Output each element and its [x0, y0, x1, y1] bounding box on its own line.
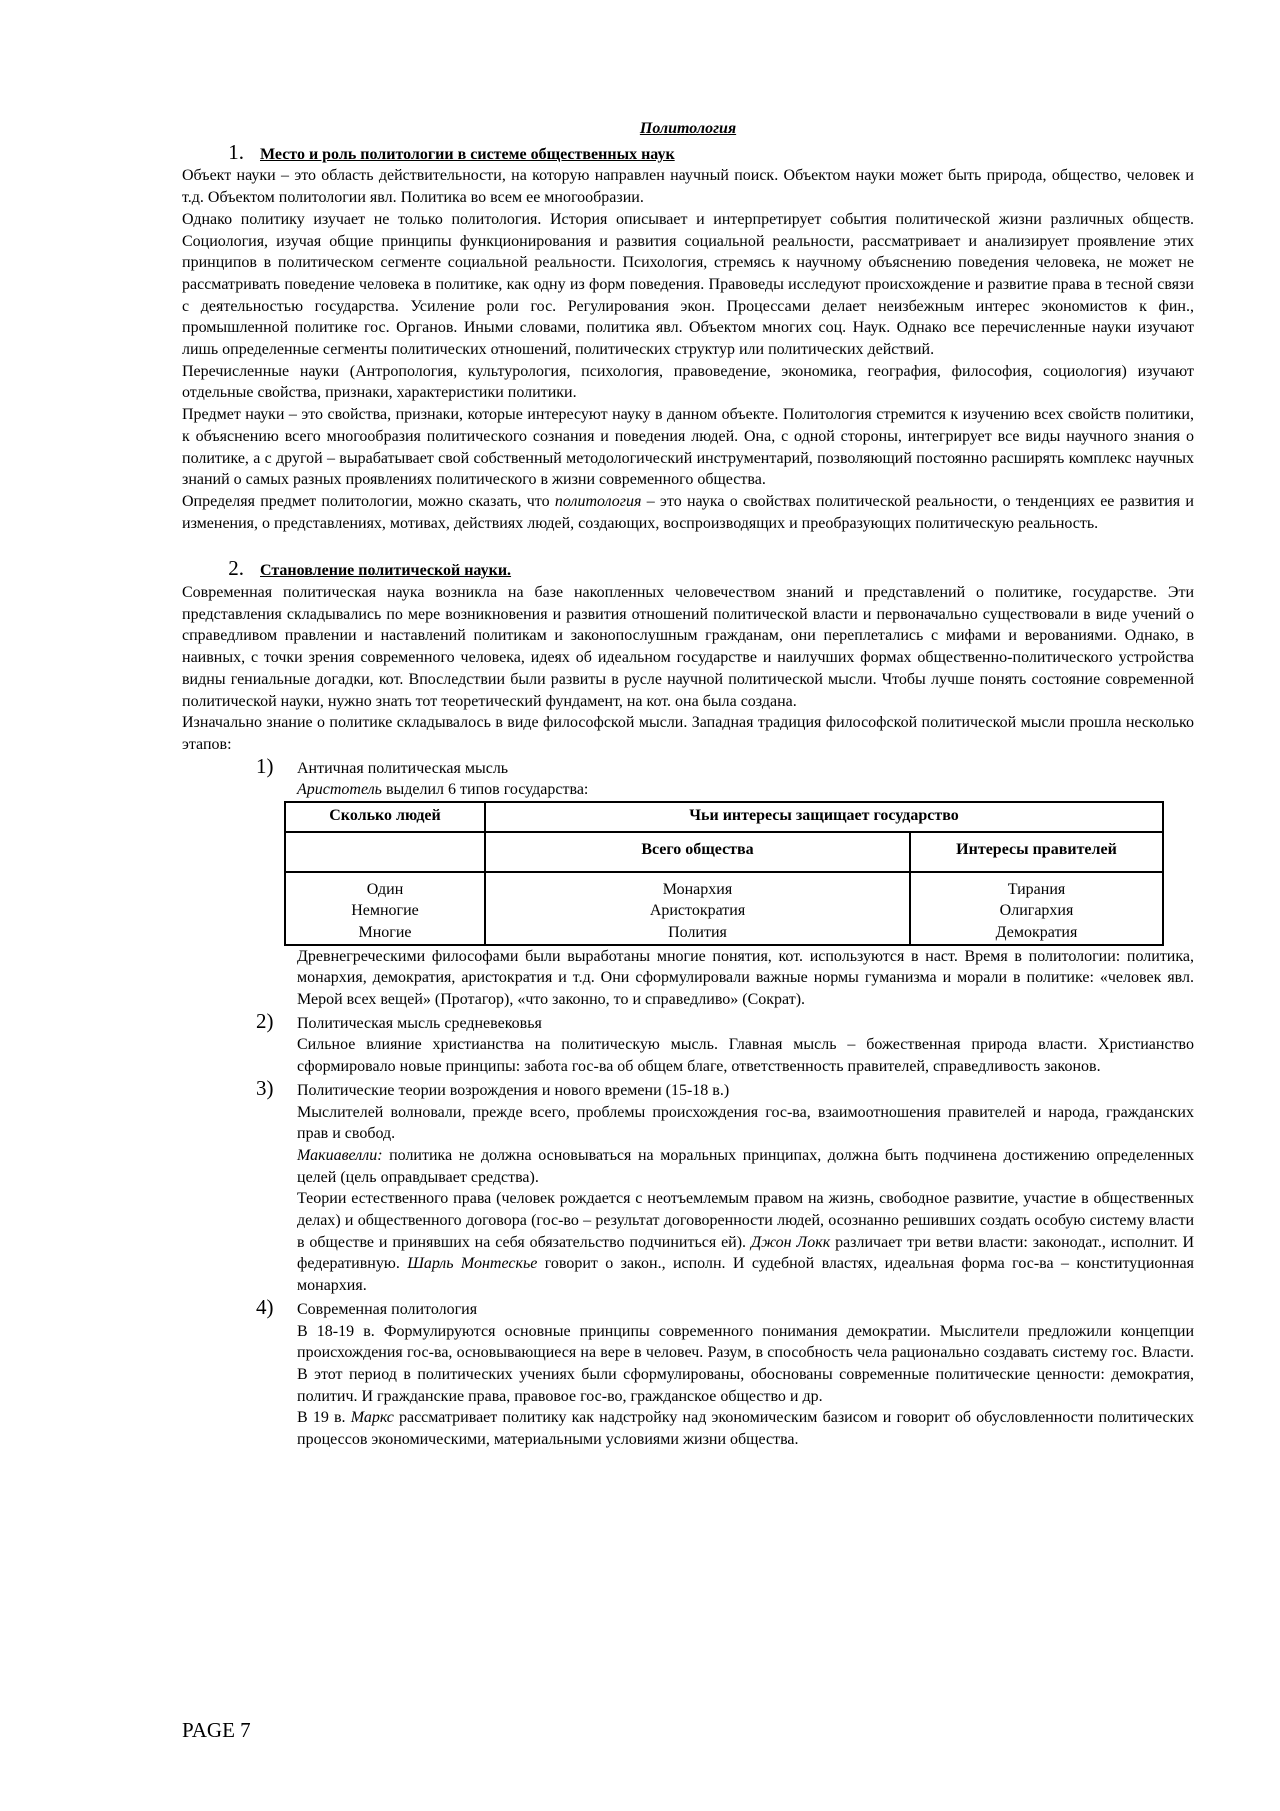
section-2-paragraph-1: Современная политическая наука возникла на базе накопленных человечеством знаний и представлений о политике, государстве. Эти представления складывались по мере возникновения и развития отношений политической власти и первоначально существовали в виде учений о справедливом правлении и наставлений политикам и законопослушным гражданам, они переплетались с мифами и верованиями. Однако, в наивных, с точки зрения современного человека, идеях об идеальном государстве и наилучших формах общественно-политического устройства видны гениальные догадки, кот. Впоследствии были развиты в русле научной политической мысли. Чтобы лучше понять состояние современной политической науки, нужно знать тот теоретический фундамент, на кот. она была создана. [182, 584, 1194, 710]
stage-4-author-marx: Маркс [350, 1409, 394, 1427]
stage-2-number: 2) [256, 1008, 274, 1033]
stage-4-head [182, 1294, 1194, 1321]
section-2-heading [182, 558, 1194, 582]
table-cell-count [285, 872, 485, 945]
stage-3 [256, 1075, 1195, 1297]
state-types-table [284, 801, 1164, 946]
stage-3-text-3-end: говорит о закон., исполн. И судебной властях, идеальная форма гос-ва – конституционная монархия. [297, 1255, 1195, 1295]
stage-4-text-2-rest: рассматривает политику как надстройку над экономическим базисом и говорит об обусловленности политических процессов экономическими, материальными условиями жизни общества. [297, 1409, 1194, 1449]
table-header-row [285, 802, 1163, 832]
table-row-rulers: Олигархия [999, 902, 1074, 920]
stage-1-title: Античная политическая мысль [297, 759, 509, 777]
table-subheader-row [285, 832, 1163, 872]
stage-1-head [182, 753, 1194, 780]
stage-3-title: Политические теории возрождения и нового времени (15-18 в.) [297, 1081, 730, 1099]
stage-1-number: 1) [256, 753, 274, 778]
col-header-rulers: Интересы правителей [910, 832, 1163, 872]
table-cell-common [485, 872, 910, 945]
stage-2-head [182, 1008, 1194, 1035]
stage-2 [256, 1008, 1194, 1078]
p5-start: Определяя предмет политологии, можно сказать, что [182, 492, 555, 510]
section-1-heading [182, 139, 1194, 166]
page-footer: PAGE 7 [182, 1718, 251, 1742]
section-1-paragraph-4: Предмет науки – это свойства, признаки, которые интересуют науку в данном объекте. Политология стремится к изучению всех свойств политики, к объяснению всего многообразия политического сознания и поведения людей. Она, с одной стороны, интегрирует все виды научного знания о политике, а с другой – вырабатывает свой собственный методологический инструментарий, позволяющий постоянно расширять комплекс научных знаний о самых разных проявлениях политического в жизни современного общества. [182, 406, 1194, 489]
stage-3-number: 3) [256, 1075, 274, 1100]
section-2-paragraph-2: Изначально знание о политике складывалось в виде философской мысли. Западная традиция философской политической мысли прошла несколько этапов: [182, 714, 1194, 753]
stage-1 [256, 753, 1194, 1011]
stage-4-title: Современная политология [297, 1300, 478, 1318]
section-1-title: Место и роль политологии в системе общественных наук [260, 145, 675, 163]
table-row-count: Многие [358, 923, 412, 941]
table-row-common: Монархия [662, 880, 733, 898]
table-row-count: Один [366, 880, 404, 898]
stage-3-text-3-start: Теории естественного права (человек рождается с неотъемлемым правом на жизнь, свободное развитие, участие в общественных делах) и общественного договора (гос-во – результат договоренности людей, осознанно решивших создать особую систему власти в обществе и принявших на себя обязательство подчиниться ей). [297, 1190, 1194, 1251]
p5-end: – это наука о свойствах политической реальности, о тенденциях ее развития и изменения, о представлениях, мотивах, действиях людей, создающих, воспроизводящих и преобразующих политическую реальность. [182, 492, 1194, 532]
col-header-count: Сколько людей [285, 802, 485, 832]
document-body [182, 118, 1194, 1451]
stage-2-title: Политическая мысль средневековья [297, 1014, 542, 1032]
stage-4-number: 4) [256, 1294, 274, 1319]
section-2-title: Становление политической науки. [260, 562, 512, 580]
table-row-rulers: Демократия [995, 923, 1078, 941]
section-1-number: 1. [228, 139, 244, 164]
col-header-group: Чьи интересы защищает государство [485, 802, 1163, 832]
stage-2-text: Сильное влияние христианства на политическую мысль. Главная мысль – божественная природа власти. Христианство сформировало новые принципы: забота гос-ва об общем благе, ответственность правителей, справедливость законов. [297, 1036, 1194, 1076]
table-row-common: Аристократия [649, 902, 746, 920]
stage-1-text: Древнегреческими философами были выработаны многие понятия, кот. используются в наст. Время в политологии: политика, монархия, демократия, аристократия и т.д. Они сформулировали важные нормы гуманизма и морали в политике: «человек явл. Мерой всех вещей» (Протагор), «что законно, то и справедливо» (Сократ). [297, 947, 1194, 1009]
stage-1-author: Аристотель [297, 781, 382, 799]
stage-4-text-2 [297, 1407, 1194, 1450]
table-cell-rulers [910, 872, 1163, 945]
table-row-count: Немногие [351, 902, 419, 920]
section-gap [182, 534, 1194, 558]
empty-header-cell [285, 832, 485, 872]
stage-3-text-1: Мыслителей волновали, прежде всего, проблемы происхождения гос-ва, взаимоотношения правителей и народа, гражданских прав и свобод. [297, 1103, 1194, 1143]
stage-3-text-3 [297, 1188, 1194, 1297]
section-1-paragraph-5 [182, 491, 1194, 534]
document-title: Политология [639, 120, 737, 137]
table-body-row [285, 872, 1163, 945]
stage-3-author-locke: Джон Локк [750, 1233, 831, 1251]
table-row-rulers: Тирания [1007, 880, 1066, 898]
p5-term: политология [554, 492, 642, 510]
stage-3-author-montesquieu: Шарль Монтескье [407, 1255, 538, 1273]
stage-3-text-2-rest: политика не должна основываться на моральных принципах, должна быть подчинена достижению определенных целей (цель оправдывает средства). [297, 1146, 1194, 1186]
col-header-common: Всего общества [485, 832, 910, 872]
stage-3-text-3-mid: различает три ветви власти: законодат., исполнит. И федеративную. [297, 1233, 1195, 1273]
section-1-paragraph-3: Перечисленные науки (Антропология, культурология, психология, правоведение, экономика, география, философия, социология) изучают отдельные свойства, признаки, характеристики политики. [182, 362, 1194, 402]
stage-1-intro-rest: выделил 6 типов государства: [381, 781, 589, 799]
section-2-number: 2. [228, 556, 244, 581]
stage-4-text-2-start: В 19 в. [297, 1409, 351, 1427]
stage-3-author-machiavelli: Макиавелли: [297, 1146, 383, 1164]
stage-4-text-1: В 18-19 в. Формулируются основные принципы современного понимания демократии. Мыслители предложили концепции происхождения гос-ва, основывающиеся на вере в человеч. Разум, в способность чела рационально создавать систему гос. Власти. В этот период в политических учениях были сформулированы, обоснованы современные политические ценности: демократия, политич. И гражданские права, правовое гос-во, гражданское общество и др. [297, 1322, 1194, 1405]
stage-4 [256, 1294, 1194, 1451]
table-row-common: Полития [668, 923, 727, 941]
stage-1-intro [297, 779, 1194, 801]
stage-3-head [182, 1075, 1194, 1102]
stage-3-text-2 [297, 1145, 1194, 1188]
section-1-paragraph-1: Объект науки – это область действительности, на которую направлен научный поиск. Объектом науки может быть природа, общество, человек и т.д. Объектом политологии явл. Политика во всем ее многообразии. [182, 167, 1194, 207]
section-1-paragraph-2: Однако политику изучает не только политология. История описывает и интерпретирует события политической жизни различных обществ. Социология, изучая общие принципы функционирования и развития социальной реальности, рассматривает и анализирует проявление этих принципов в политическом сегменте социальной реальности. Психология, стремясь к научному объяснению поведения человека, не может не рассматривать поведение человека в политике, как одну из форм поведения. Правоведы исследуют происхождение и развитие права в тесной связи с деятельностью государства. Усиление роли гос. Регулирования экон. Процессами делает неизбежным интерес экономистов к фин., промышленной политике гос. Органов. Иными словами, политика явл. Объектом многих соц. Наук. Однако все перечисленные науки изучают лишь определенные сегменты политических отношений, политических структур или политических действий. [182, 210, 1194, 359]
